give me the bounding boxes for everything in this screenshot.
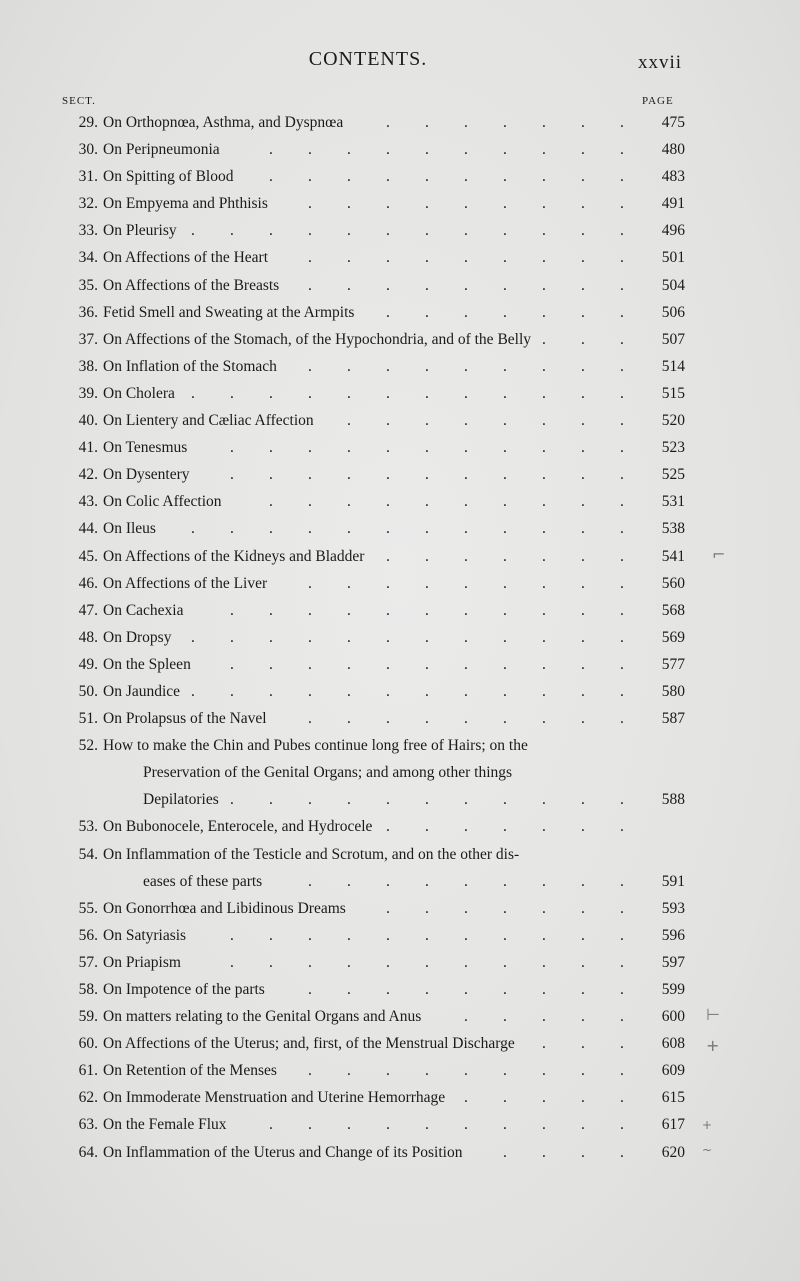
section-number: 55. [78, 899, 98, 917]
page-number: 525 [661, 466, 685, 484]
section-number: 38. [78, 357, 98, 375]
page-number: 475 [661, 114, 685, 131]
entry-title: On Spitting of Blood [103, 168, 234, 186]
entry-title: On Dropsy [103, 628, 172, 646]
page-number: 608 [661, 1035, 685, 1053]
toc-entry-line: 40. On Lientery and Cæliac Affection . . . . . . . . 520 [0, 407, 800, 434]
toc-entry-line: 53. On Bubonocele, Enterocele, and Hydrocele . . . . . . . [0, 813, 800, 840]
sect-column-header: SECT. [62, 95, 96, 107]
entry-title: On the Spleen [103, 655, 191, 673]
section-number: 43. [78, 493, 98, 511]
page-title: CONTENTS. [308, 48, 428, 70]
toc-entry-line: 34. On Affections of the Heart . . . . . . . . . 501 [0, 244, 800, 271]
entry-title: On Satyriasis [103, 926, 187, 944]
section-number: 58. [78, 981, 98, 998]
page-number: 569 [661, 628, 685, 646]
margin-pencil-mark: ⌐ [712, 545, 726, 564]
entry-title: On Affections of the Uterus; and, first, of the Menstrual Discharge [103, 1035, 515, 1053]
toc-entry-line: 38. On Inflation of the Stomach . . . . . . . . . 514 [0, 353, 800, 380]
section-number: 42. [78, 466, 98, 484]
toc-entry-line: 58. On Impotence of the parts . . . . . . . . . 599 [0, 976, 800, 1003]
toc-entry-line: 61. On Retention of the Menses . . . . . . . . . 609 [0, 1057, 800, 1084]
section-number: 61. [78, 1062, 98, 1080]
table-of-contents [0, 109, 800, 1166]
section-number: 29. [78, 114, 98, 131]
toc-entry-line: 44. On Ileus . . . . . . . . . . . . 538 [0, 515, 800, 542]
page-number: 609 [661, 1062, 685, 1080]
page-column-header: PAGE [642, 95, 674, 107]
section-number: 40. [78, 412, 98, 430]
entry-title: Preservation of the Genital Organs; and among other things [143, 764, 513, 782]
entry-title: On Colic Affection [103, 493, 222, 511]
page-number: 523 [661, 439, 685, 457]
section-number: 52. [78, 737, 98, 755]
toc-entry-line: 55. On Gonorrhœa and Libidinous Dreams . . . . . . . 593 [0, 895, 800, 922]
toc-entry-line: 57. On Priapism . . . . . . . . . . . 597 [0, 949, 800, 976]
toc-entry-line: 30. On Peripneumonia . . . . . . . . . . 480 [0, 136, 800, 163]
entry-title: On Peripneumonia [103, 141, 220, 159]
page-number: 596 [661, 926, 685, 944]
entry-title: On Retention of the Menses [103, 1062, 277, 1080]
section-number: 34. [78, 249, 98, 267]
entry-title: On the Female Flux [103, 1116, 227, 1134]
section-number: 44. [78, 520, 98, 538]
section-number: 35. [78, 276, 98, 294]
entry-title: On Jaundice [103, 682, 181, 700]
entry-title: On Affections of the Heart [103, 249, 268, 267]
entry-title: On Affections of the Kidneys and Bladder [103, 547, 365, 565]
page-number: 587 [661, 710, 685, 728]
toc-entry-line: 46. On Affections of the Liver . . . . . . . . . 560 [0, 570, 800, 597]
entry-title: On Affections of the Breasts [103, 276, 280, 294]
section-number: 41. [78, 439, 98, 457]
section-number: 57. [78, 953, 98, 971]
section-number: 46. [78, 574, 98, 592]
entry-title: On Impotence of the parts [103, 981, 265, 998]
margin-pencil-mark: ⊢ [706, 1005, 720, 1024]
entry-title: On Bubonocele, Enterocele, and Hydrocele [103, 818, 373, 836]
toc-entry-line: 47. On Cachexia . . . . . . . . . . . 568 [0, 597, 800, 624]
margin-pencil-mark: + [702, 1118, 713, 1132]
entry-title: Fetid Smell and Sweating at the Armpits [103, 303, 355, 321]
toc-entry-line: 64. On Inflammation of the Uterus and Change of its Position . . . . 620 [0, 1139, 800, 1166]
entry-title: On Prolapsus of the Navel [103, 710, 267, 728]
page-number: 615 [661, 1089, 685, 1107]
page-number: 496 [661, 222, 685, 240]
entry-title: On Lientery and Cæliac Affection [103, 412, 314, 430]
toc-entry-line: 39. On Cholera . . . . . . . . . . . . 515 [0, 380, 800, 407]
toc-entry-line [0, 732, 800, 759]
toc-entry-line: 49. On the Spleen . . . . . . . . . . . 577 [0, 651, 800, 678]
toc-entry-line [0, 759, 800, 786]
page-number: 597 [661, 953, 685, 971]
entry-title: On Affections of the Stomach, of the Hypochondria, and of the Belly [103, 330, 532, 348]
entry-title: On Immoderate Menstruation and Uterine Hemorrhage [103, 1089, 446, 1107]
page-number: 617 [661, 1116, 685, 1134]
section-number: 50. [78, 682, 98, 700]
section-number: 31. [78, 168, 98, 186]
section-number: 60. [78, 1035, 98, 1053]
entry-title: On Inflation of the Stomach [103, 357, 277, 375]
toc-entry-line: 42. On Dysentery . . . . . . . . . . . 525 [0, 461, 800, 488]
page-number: 580 [661, 682, 685, 700]
entry-title: On matters relating to the Genital Organs and Anus [103, 1008, 422, 1026]
entry-title: On Inflammation of the Testicle and Scrotum, and on the other dis- [103, 845, 520, 863]
entry-title: On Cachexia [103, 601, 184, 619]
section-number: 37. [78, 330, 98, 348]
section-number: 30. [78, 141, 98, 159]
page-number: 560 [661, 574, 685, 592]
page-number: 620 [661, 1143, 685, 1161]
toc-entry-line: 37. On Affections of the Stomach, of the Hypochondria, and of the Belly . . . 507 [0, 326, 800, 353]
entry-title: How to make the Chin and Pubes continue long free of Hairs; on the [103, 737, 528, 755]
section-number: 63. [78, 1116, 98, 1134]
toc-entry-line: Depilatories . . . . . . . . . . . 588 [0, 786, 800, 813]
page-number: 531 [661, 493, 685, 511]
page-number: 600 [661, 1008, 685, 1026]
margin-pencil-mark: + [706, 1036, 720, 1055]
toc-entry-line: 63. On the Female Flux . . . . . . . . . . 617 [0, 1111, 800, 1138]
section-number: 49. [78, 655, 98, 673]
toc-entry-line: 51. On Prolapsus of the Navel . . . . . . . . . 587 [0, 705, 800, 732]
page-number: 588 [661, 791, 685, 809]
page-number: 491 [661, 195, 685, 213]
section-number: 62. [78, 1089, 98, 1107]
toc-entry-line: 33. On Pleurisy . . . . . . . . . . . . 496 [0, 217, 800, 244]
page-number: 507 [661, 330, 685, 348]
toc-entry-line: 32. On Empyema and Phthisis . . . . . . . . . 491 [0, 190, 800, 217]
entry-title: On Inflammation of the Uterus and Change of its Position [103, 1143, 463, 1161]
page-number: 591 [661, 872, 685, 890]
page-number: 514 [661, 357, 685, 375]
toc-entry-line: 60. On Affections of the Uterus; and, first, of the Menstrual Discharge . . . 608 [0, 1030, 800, 1057]
section-number: 36. [78, 303, 98, 321]
toc-entry-line: 59. On matters relating to the Genital Organs and Anus . . . . . 600 [0, 1003, 800, 1030]
toc-entry-line: 31. On Spitting of Blood . . . . . . . . . . 483 [0, 163, 800, 190]
toc-entry-line: 62. On Immoderate Menstruation and Uterine Hemorrhage . . . . . 615 [0, 1084, 800, 1111]
toc-entry-line: 48. On Dropsy . . . . . . . . . . . . 569 [0, 624, 800, 651]
toc-entry-line: 35. On Affections of the Breasts . . . . . . . . . 504 [0, 272, 800, 299]
entry-title: On Priapism [103, 953, 181, 971]
section-number: 59. [78, 1008, 98, 1026]
section-number: 39. [78, 384, 98, 402]
page-number: 599 [661, 981, 685, 998]
page-number: 501 [661, 249, 685, 267]
section-number: 47. [78, 601, 98, 619]
entry-title: On Orthopnœa, Asthma, and Dyspnœa [103, 114, 344, 131]
entry-title: On Tenesmus [103, 439, 188, 457]
entry-title: On Affections of the Liver [103, 574, 268, 592]
entry-title: On Cholera [103, 384, 175, 402]
toc-entry-line: 45. On Affections of the Kidneys and Bladder . . . . . . . 541 [0, 543, 800, 570]
entry-title: On Ileus [103, 520, 156, 538]
page-number: 504 [661, 276, 685, 294]
toc-entry-line: 56. On Satyriasis . . . . . . . . . . . 596 [0, 922, 800, 949]
margin-pencil-mark: ~ [702, 1143, 713, 1157]
page-number: 506 [661, 303, 685, 321]
toc-entry-line: 41. On Tenesmus . . . . . . . . . . . 523 [0, 434, 800, 461]
toc-entry-line [0, 841, 800, 868]
entry-title: On Dysentery [103, 466, 190, 484]
section-number: 32. [78, 195, 98, 213]
page-number: 593 [661, 899, 685, 917]
page-number: 538 [661, 520, 685, 538]
toc-entry-line: 29. On Orthopnœa, Asthma, and Dyspnœa . . . . . . . 475 [0, 109, 800, 136]
page-number: 568 [661, 601, 685, 619]
section-number: 56. [78, 926, 98, 944]
page-number: 520 [661, 412, 685, 430]
entry-title: On Empyema and Phthisis [103, 195, 268, 213]
page-number: 515 [661, 384, 685, 402]
section-number: 54. [78, 845, 98, 863]
toc-entry-line: 36. Fetid Smell and Sweating at the Armpits . . . . . . . 506 [0, 299, 800, 326]
toc-entry-line: eases of these parts . . . . . . . . . 591 [0, 868, 800, 895]
entry-title: On Pleurisy [103, 222, 177, 240]
roman-page-number: xxvii [637, 52, 682, 73]
page-number: 483 [661, 168, 685, 186]
page-number: 480 [661, 141, 685, 159]
entry-title: On Gonorrhœa and Libidinous Dreams [103, 899, 346, 917]
page-number: 541 [661, 547, 685, 565]
toc-entry-line: 43. On Colic Affection . . . . . . . . . . 531 [0, 488, 800, 515]
toc-entry-line: 50. On Jaundice . . . . . . . . . . . . 580 [0, 678, 800, 705]
section-number: 33. [78, 222, 98, 240]
section-number: 48. [78, 628, 98, 646]
entry-title: Depilatories [143, 791, 219, 809]
section-number: 64. [78, 1143, 98, 1161]
section-number: 53. [78, 818, 98, 836]
page-number: 577 [661, 655, 685, 673]
section-number: 51. [78, 710, 98, 728]
section-number: 45. [78, 547, 98, 565]
entry-title: eases of these parts [143, 872, 263, 890]
